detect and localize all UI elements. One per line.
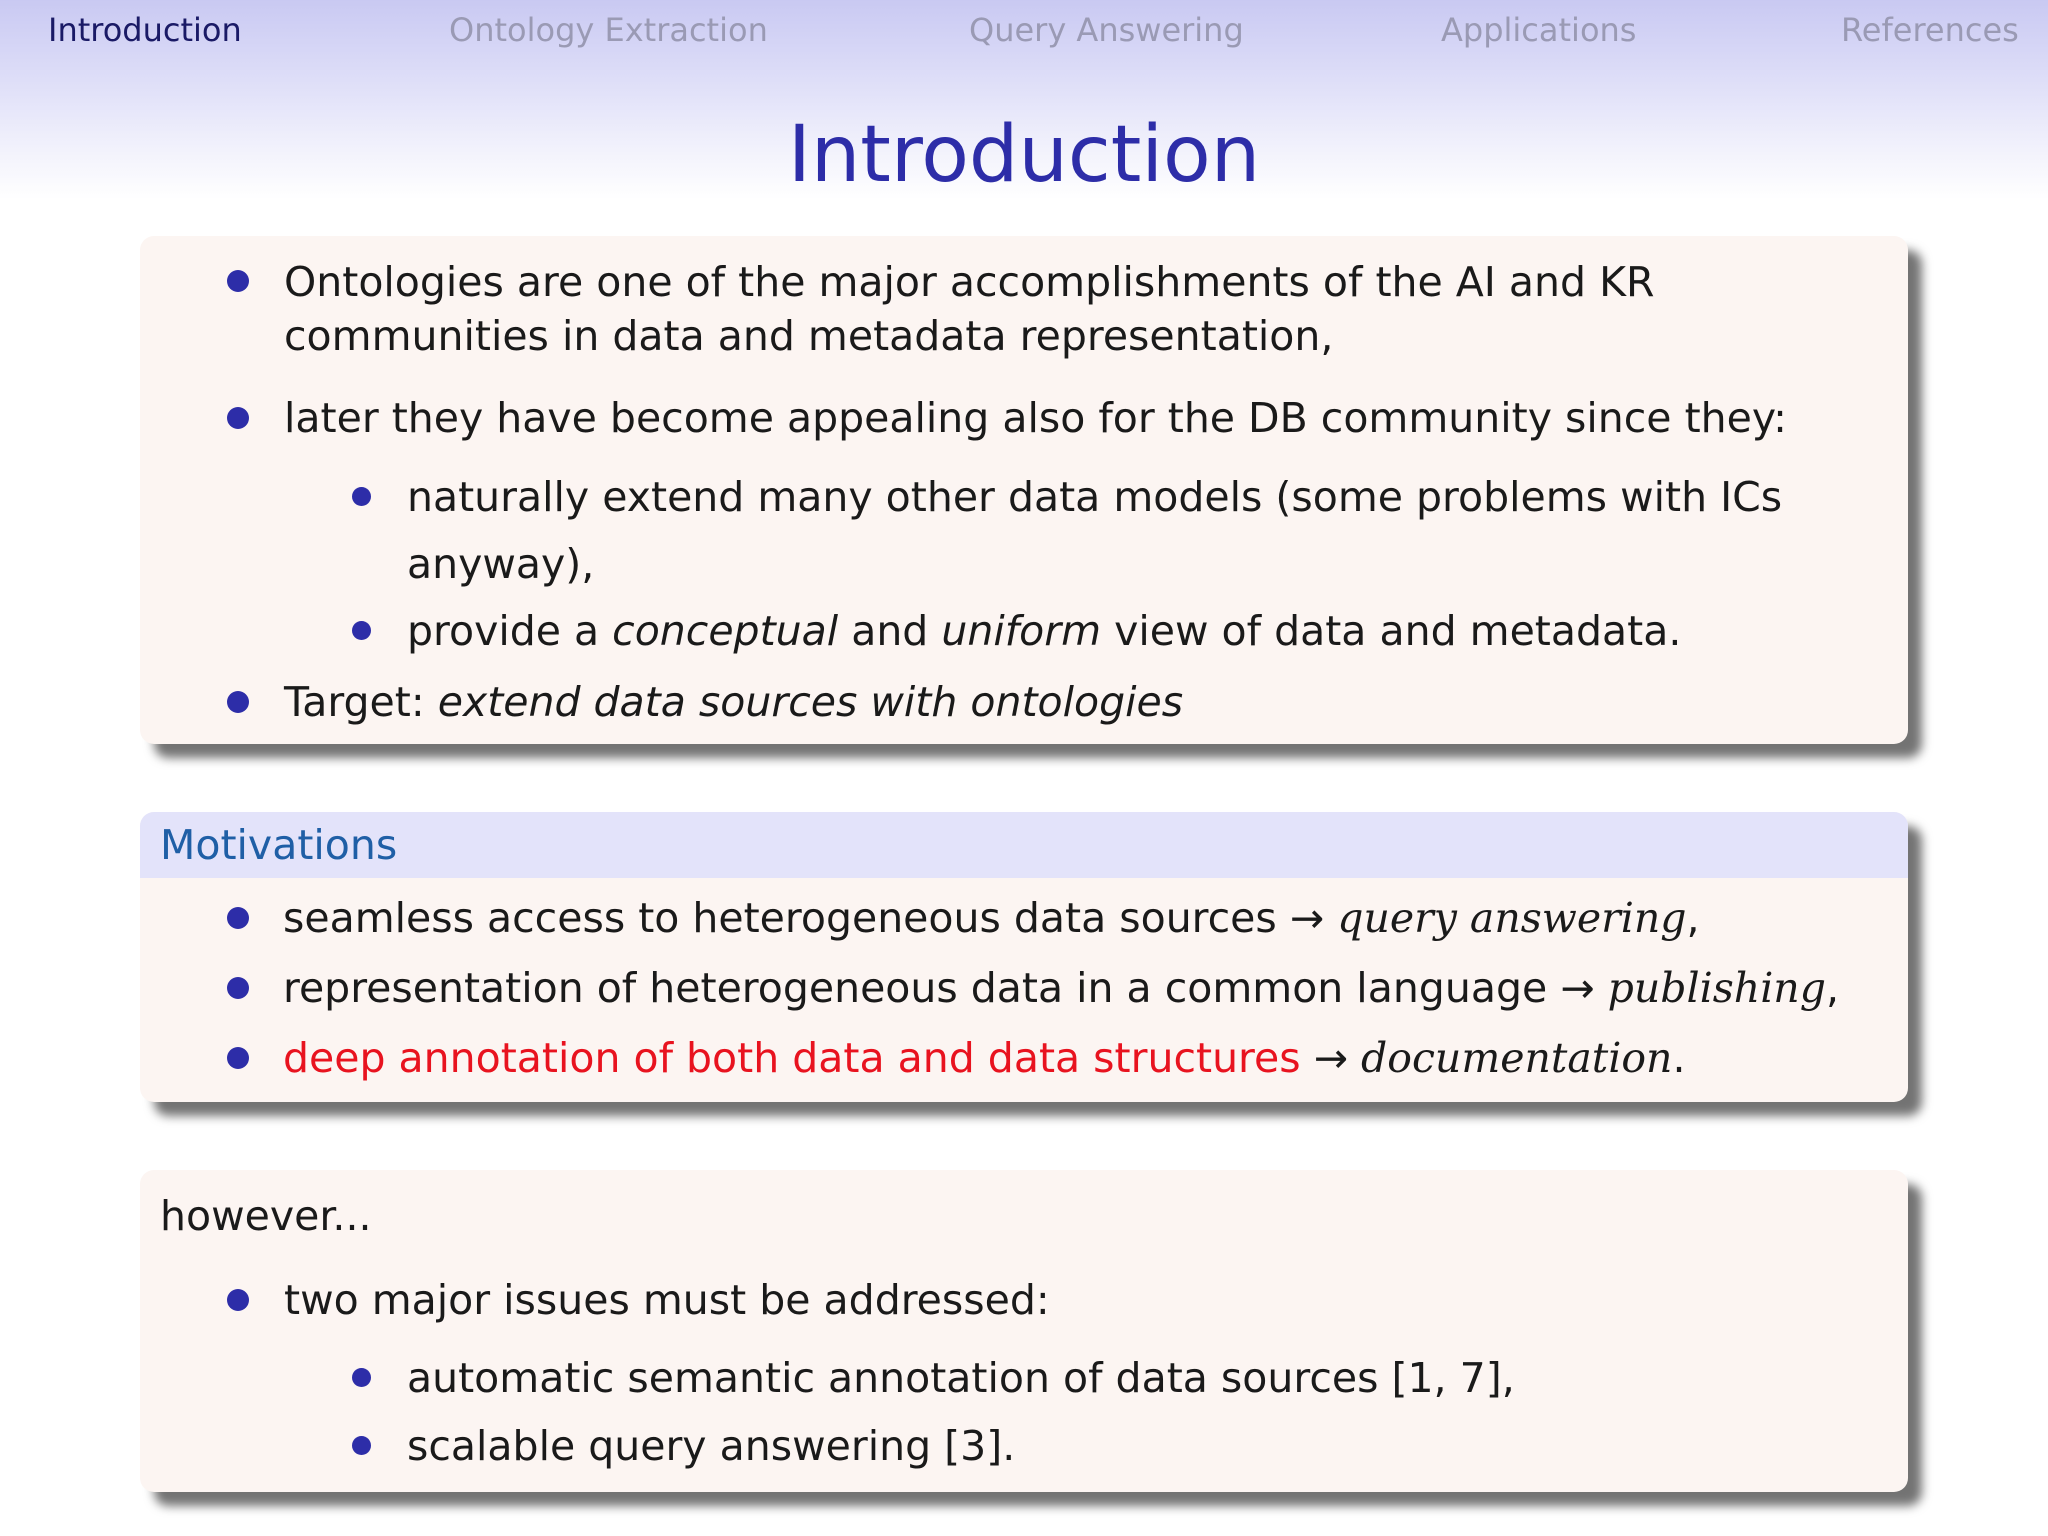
sub-bullet-icon (352, 1368, 371, 1387)
however-box (140, 1170, 1908, 1492)
nav-item-applications[interactable]: Applications (1441, 11, 1637, 49)
nav-item-ontology-extraction[interactable]: Ontology Extraction (449, 11, 768, 49)
intro-bullet-1-line-1: Ontologies are one of the major accomplishments of the AI and KR (284, 258, 1655, 306)
intro-bullet-target: Target: extend data sources with ontologies (284, 678, 1184, 726)
however-bullet-1: two major issues must be addressed: (284, 1276, 1050, 1324)
motivations-box (140, 812, 1908, 1102)
bullet-icon (227, 270, 249, 292)
bullet-icon (227, 691, 249, 713)
motivation-item-1: seamless access to heterogeneous data sources → query answering, (283, 894, 1700, 942)
nav-item-references[interactable]: References (1841, 11, 2019, 49)
intro-bullet-2: later they have become appealing also for the DB community since they: (284, 394, 1787, 442)
motivations-heading: Motivations (140, 812, 1908, 878)
bullet-icon (227, 1289, 249, 1311)
intro-box (140, 236, 1908, 744)
bullet-icon (227, 407, 249, 429)
however-intro: however... (160, 1192, 372, 1240)
however-sub-bullet-2: scalable query answering [3]. (407, 1422, 1016, 1470)
motivation-item-3: deep annotation of both data and data structures → documentation. (283, 1034, 1686, 1082)
bullet-icon (227, 907, 249, 929)
bullet-icon (227, 1047, 249, 1069)
nav-item-query-answering[interactable]: Query Answering (969, 11, 1244, 49)
section-nav (0, 8, 2048, 52)
sub-bullet-icon (352, 621, 371, 640)
sub-bullet-icon (352, 487, 371, 506)
intro-sub-bullet-1-line-2: anyway), (407, 540, 595, 588)
slide-title: Introduction (787, 110, 1261, 200)
nav-item-introduction[interactable]: Introduction (48, 11, 242, 49)
however-sub-bullet-1: automatic semantic annotation of data sources [1, 7], (407, 1354, 1515, 1402)
intro-bullet-1-line-2: communities in data and metadata representation, (284, 312, 1334, 360)
bullet-icon (227, 977, 249, 999)
motivation-item-2: representation of heterogeneous data in a common language → publishing, (283, 964, 1840, 1012)
sub-bullet-icon (352, 1436, 371, 1455)
intro-sub-bullet-1-line-1: naturally extend many other data models (some problems with ICs (407, 473, 1783, 521)
intro-sub-bullet-2: provide a conceptual and uniform view of data and metadata. (407, 607, 1682, 655)
